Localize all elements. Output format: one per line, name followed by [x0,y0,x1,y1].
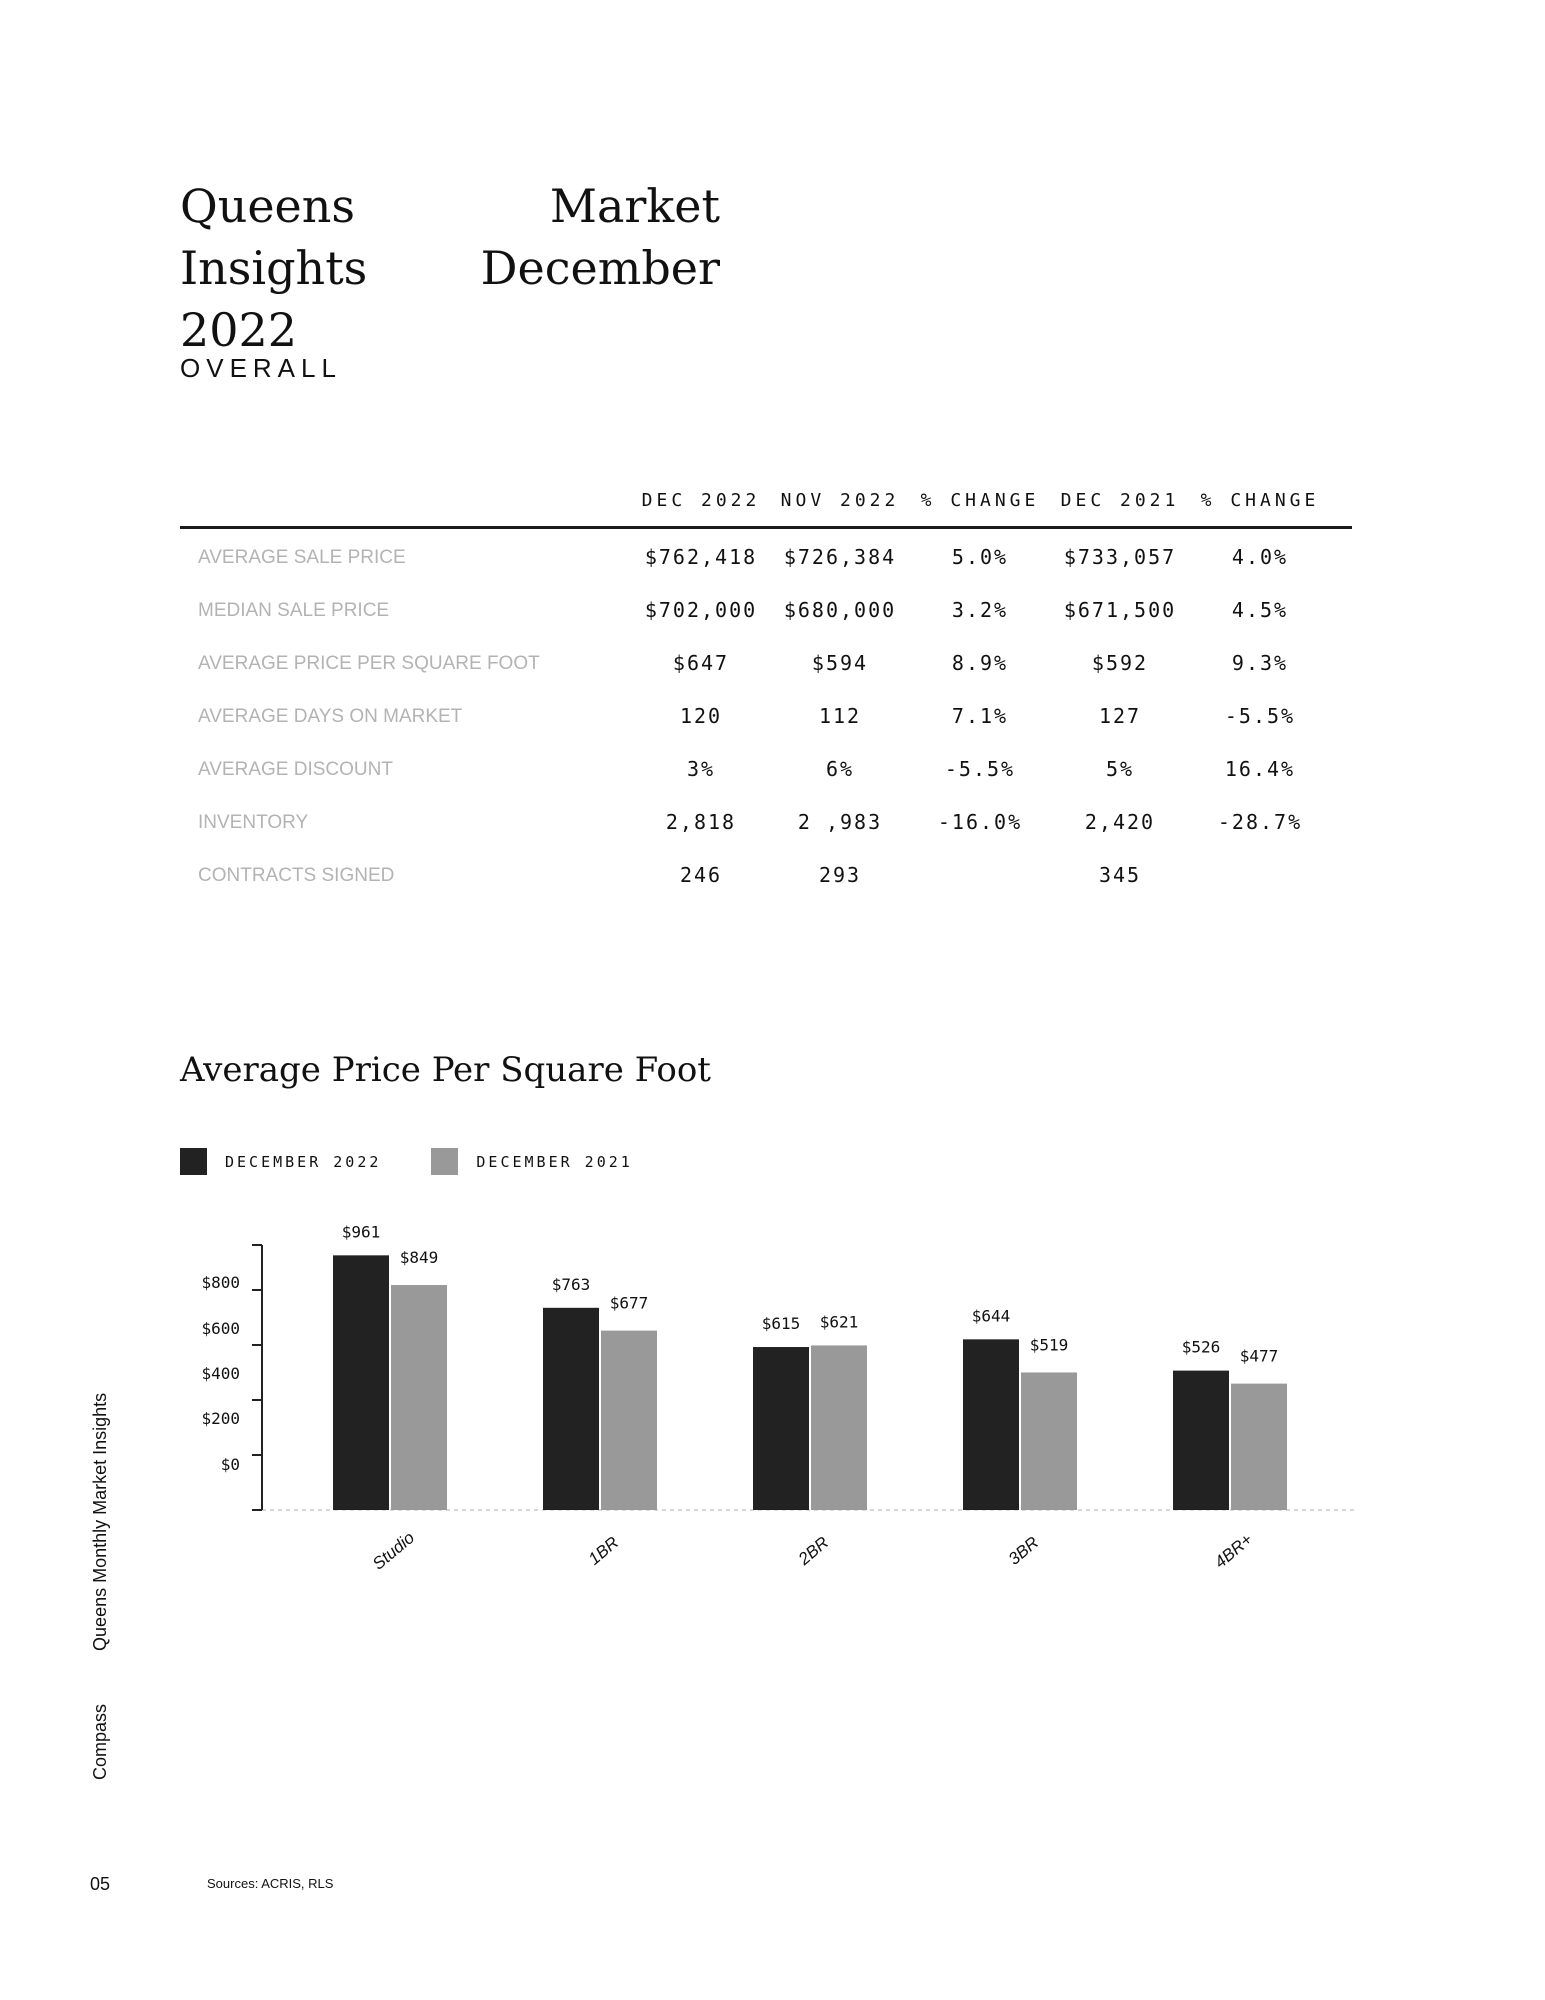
title-word-year: 2022 [180,303,298,357]
col-header-pct-change-mom: % CHANGE [920,490,1040,511]
x-category-label: Studio [368,1528,419,1574]
cell-pct-change-yoy: 9.3% [1231,651,1289,675]
bar-dec-2021-4br [1231,1384,1287,1510]
col-header-pct-change-yoy: % CHANGE [1200,490,1320,511]
cell-dec-2021: 127 [1098,704,1142,728]
cell-pct-change-yoy: 16.4% [1224,757,1296,781]
x-category-label: 2BR [794,1532,833,1569]
title-word-queens: Queens [180,179,356,233]
cell-pct-change-yoy: 4.0% [1231,545,1289,569]
bar-value-label: $644 [971,1306,1011,1326]
bar-value-label: $849 [399,1248,439,1268]
cell-dec-2022: 246 [679,863,723,887]
bar-dec-2022-3br [963,1339,1019,1510]
bar-value-label: $526 [1181,1337,1221,1357]
col-header-nov-2022: NOV 2022 [780,490,900,511]
bar-dec-2021-3br [1021,1372,1077,1510]
y-tick-label: $200 [201,1409,240,1428]
cell-pct-change-mom: -5.5% [944,757,1016,781]
cell-pct-change-mom: -16.0% [937,810,1023,834]
cell-dec-2021: $592 [1091,651,1149,675]
cell-pct-change-yoy: -5.5% [1224,704,1296,728]
cell-dec-2022: $647 [672,651,730,675]
cell-dec-2022: 120 [679,704,723,728]
cell-nov-2022: 6% [825,757,855,781]
cell-dec-2022: $702,000 [644,598,758,622]
y-tick-label: $400 [201,1364,240,1383]
chart-title: Average Price Per Square Foot [180,1050,711,1090]
cell-nov-2022: $594 [811,651,869,675]
bar-dec-2022-4br [1173,1371,1229,1510]
cell-pct-change-mom: 7.1% [951,704,1009,728]
legend-label-dec-2022: DECEMBER 2022 [225,1152,382,1171]
bar-value-label: $621 [819,1312,859,1332]
row-label: AVERAGE SALE PRICE [198,547,406,568]
row-label: AVERAGE DAYS ON MARKET [198,706,463,727]
page-subtitle: OVERALL [180,353,342,383]
brand-name: Compass [90,1703,110,1780]
legend-label-dec-2021: DECEMBER 2021 [476,1152,633,1171]
cell-dec-2022: 2,818 [665,810,737,834]
bar-value-label: $763 [551,1274,591,1294]
cell-dec-2021: 2,420 [1084,810,1156,834]
x-category-label: 1BR [584,1532,623,1569]
cell-dec-2021: $671,500 [1063,598,1177,622]
bar-dec-2022-2br [753,1347,809,1510]
bar-dec-2021-1br [601,1331,657,1510]
bar-value-label: $961 [341,1222,381,1242]
sources-note: Sources: ACRIS, RLS [207,1876,334,1891]
cell-dec-2022: $762,418 [644,545,758,569]
title-word-insights: Insights [180,241,368,295]
cell-dec-2021: 5% [1105,757,1135,781]
row-label: INVENTORY [198,812,309,833]
bar-value-label: $615 [761,1314,801,1334]
bar-value-label: $677 [609,1293,649,1313]
bar-dec-2021-2br [811,1345,867,1510]
cell-nov-2022: $726,384 [783,545,897,569]
title-word-december: December [480,241,720,295]
page-number: 05 [90,1874,111,1894]
cell-pct-change-yoy: -28.7% [1217,810,1303,834]
publication-name: Queens Monthly Market Insights [90,1392,110,1651]
side-running-head [90,1345,111,1780]
y-tick-label: $600 [201,1319,240,1338]
cell-pct-change-mom: 8.9% [951,651,1009,675]
y-tick-label: $0 [220,1455,240,1474]
bar-value-label: $519 [1029,1335,1069,1355]
row-label: AVERAGE DISCOUNT [198,759,393,780]
cell-nov-2022: 293 [818,863,862,887]
bar-dec-2021-studio [391,1285,447,1510]
cell-dec-2021: 345 [1098,863,1142,887]
cell-nov-2022: 2 ,983 [797,810,883,834]
title-word-market: Market [549,179,720,233]
col-header-dec-2021: DEC 2021 [1060,490,1180,511]
cell-nov-2022: $680,000 [783,598,897,622]
bar-value-label: $477 [1239,1346,1279,1366]
row-label: AVERAGE PRICE PER SQUARE FOOT [198,653,540,674]
col-header-dec-2022: DEC 2022 [641,490,761,511]
row-label: CONTRACTS SIGNED [198,865,395,886]
bar-dec-2022-studio [333,1255,389,1510]
row-label: MEDIAN SALE PRICE [198,600,390,621]
bar-dec-2022-1br [543,1308,599,1510]
cell-dec-2022: 3% [686,757,716,781]
cell-pct-change-yoy: 4.5% [1231,598,1289,622]
x-category-label: 4BR+ [1210,1529,1257,1572]
cell-pct-change-mom: 5.0% [951,545,1009,569]
cell-pct-change-mom: 3.2% [951,598,1009,622]
cell-nov-2022: 112 [818,704,862,728]
y-tick-label: $800 [201,1273,240,1292]
x-category-label: 3BR [1004,1532,1043,1569]
cell-dec-2021: $733,057 [1063,545,1177,569]
